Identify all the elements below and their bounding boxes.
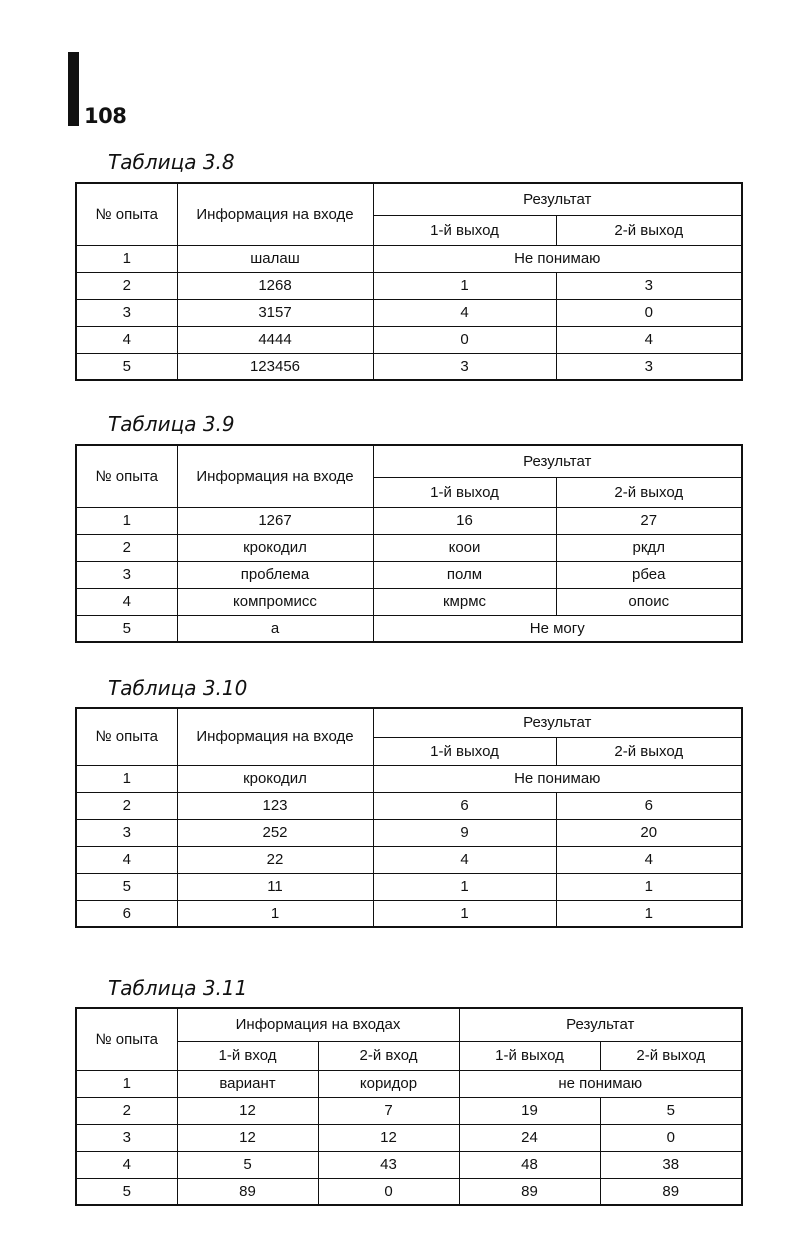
cell-input: 4444 bbox=[177, 326, 373, 353]
cell-input: 252 bbox=[177, 819, 373, 846]
header-output-2: 2-й выход bbox=[556, 737, 742, 765]
cell-output-1: 1 bbox=[373, 873, 556, 900]
cell-output-2: 3 bbox=[556, 353, 742, 380]
table-row bbox=[76, 615, 742, 642]
header-result: Результат bbox=[459, 1008, 742, 1041]
header-input-info: Информация на входе bbox=[177, 708, 373, 765]
cell-input-2: коридор bbox=[318, 1070, 459, 1097]
cell-output-2: 0 bbox=[556, 299, 742, 326]
cell-output-1: 24 bbox=[459, 1124, 600, 1151]
cell-number: 4 bbox=[76, 1151, 177, 1178]
table-row bbox=[76, 1178, 742, 1205]
cell-output-1: 4 bbox=[373, 846, 556, 873]
cell-input: 1268 bbox=[177, 272, 373, 299]
cell-input-2: 12 bbox=[318, 1124, 459, 1151]
cell-output-2: 6 bbox=[556, 792, 742, 819]
cell-number: 3 bbox=[76, 561, 177, 588]
cell-output-1: 1 bbox=[373, 272, 556, 299]
cell-output-1: кмрмс bbox=[373, 588, 556, 615]
table-row bbox=[76, 1097, 742, 1124]
cell-number: 1 bbox=[76, 765, 177, 792]
table-row bbox=[76, 353, 742, 380]
cell-output-2: ркдл bbox=[556, 534, 742, 561]
cell-output-1: полм bbox=[373, 561, 556, 588]
cell-number: 1 bbox=[76, 1070, 177, 1097]
cell-input-1: 12 bbox=[177, 1097, 318, 1124]
header-result: Результат bbox=[373, 708, 742, 737]
cell-input: компромисс bbox=[177, 588, 373, 615]
cell-number: 4 bbox=[76, 588, 177, 615]
header-output-1: 1-й выход bbox=[459, 1041, 600, 1070]
cell-merged-result: не понимаю bbox=[459, 1070, 742, 1097]
cell-output-1: 16 bbox=[373, 507, 556, 534]
cell-input: 11 bbox=[177, 873, 373, 900]
cell-output-2: 1 bbox=[556, 900, 742, 927]
cell-number: 5 bbox=[76, 615, 177, 642]
cell-number: 2 bbox=[76, 792, 177, 819]
header-input-1: 1-й вход bbox=[177, 1041, 318, 1070]
cell-output-1: 0 bbox=[373, 326, 556, 353]
cell-output-2: 5 bbox=[600, 1097, 742, 1124]
cell-output-2: 20 bbox=[556, 819, 742, 846]
cell-input-1: 89 bbox=[177, 1178, 318, 1205]
cell-number: 3 bbox=[76, 299, 177, 326]
table-row bbox=[76, 272, 742, 299]
table-row bbox=[76, 1151, 742, 1178]
cell-output-2: 4 bbox=[556, 326, 742, 353]
header-input-info: Информация на входе bbox=[177, 445, 373, 507]
cell-output-2: опоис bbox=[556, 588, 742, 615]
header-experiment-number: № опыта bbox=[76, 445, 177, 507]
cell-number: 2 bbox=[76, 534, 177, 561]
cell-input: а bbox=[177, 615, 373, 642]
cell-input: 123456 bbox=[177, 353, 373, 380]
table-row bbox=[76, 561, 742, 588]
cell-input-1: 12 bbox=[177, 1124, 318, 1151]
table-row bbox=[76, 765, 742, 792]
cell-input-2: 43 bbox=[318, 1151, 459, 1178]
header-experiment-number: № опыта bbox=[76, 708, 177, 765]
cell-number: 3 bbox=[76, 1124, 177, 1151]
cell-input: шалаш bbox=[177, 245, 373, 272]
header-output-2: 2-й выход bbox=[556, 477, 742, 507]
cell-input: крокодил bbox=[177, 534, 373, 561]
cell-number: 3 bbox=[76, 819, 177, 846]
table-row bbox=[76, 534, 742, 561]
table-row bbox=[76, 1070, 742, 1097]
cell-output-1: коои bbox=[373, 534, 556, 561]
table-caption: Таблица 3.10 bbox=[108, 676, 248, 700]
cell-input: 1267 bbox=[177, 507, 373, 534]
cell-input: 22 bbox=[177, 846, 373, 873]
cell-output-1: 3 bbox=[373, 353, 556, 380]
table-3-10 bbox=[75, 707, 743, 928]
cell-number: 1 bbox=[76, 245, 177, 272]
table-row bbox=[76, 507, 742, 534]
cell-output-1: 19 bbox=[459, 1097, 600, 1124]
cell-merged-result: Не могу bbox=[373, 615, 742, 642]
page-number: 108 bbox=[84, 104, 127, 128]
cell-input-2: 0 bbox=[318, 1178, 459, 1205]
table-caption: Таблица 3.11 bbox=[108, 976, 248, 1000]
cell-output-1: 48 bbox=[459, 1151, 600, 1178]
cell-number: 5 bbox=[76, 1178, 177, 1205]
table-row bbox=[76, 245, 742, 272]
cell-number: 5 bbox=[76, 353, 177, 380]
header-output-2: 2-й выход bbox=[600, 1041, 742, 1070]
header-input-2: 2-й вход bbox=[318, 1041, 459, 1070]
header-output-2: 2-й выход bbox=[556, 215, 742, 245]
cell-output-2: рбеа bbox=[556, 561, 742, 588]
cell-number: 4 bbox=[76, 846, 177, 873]
page-marker-bar bbox=[68, 52, 79, 126]
cell-input: 1 bbox=[177, 900, 373, 927]
table-3-9 bbox=[75, 444, 743, 643]
cell-input-1: 5 bbox=[177, 1151, 318, 1178]
cell-input: 3157 bbox=[177, 299, 373, 326]
cell-output-2: 3 bbox=[556, 272, 742, 299]
cell-output-2: 4 bbox=[556, 846, 742, 873]
cell-output-2: 38 bbox=[600, 1151, 742, 1178]
table-row bbox=[76, 588, 742, 615]
header-output-1: 1-й выход bbox=[373, 477, 556, 507]
table-row bbox=[76, 1124, 742, 1151]
cell-output-1: 1 bbox=[373, 900, 556, 927]
table-row bbox=[76, 326, 742, 353]
cell-output-1: 9 bbox=[373, 819, 556, 846]
cell-output-1: 89 bbox=[459, 1178, 600, 1205]
cell-output-2: 27 bbox=[556, 507, 742, 534]
cell-number: 6 bbox=[76, 900, 177, 927]
table-caption: Таблица 3.8 bbox=[108, 150, 235, 174]
table-row bbox=[76, 819, 742, 846]
cell-input-2: 7 bbox=[318, 1097, 459, 1124]
cell-number: 1 bbox=[76, 507, 177, 534]
header-experiment-number: № опыта bbox=[76, 1008, 177, 1070]
cell-output-2: 1 bbox=[556, 873, 742, 900]
cell-output-2: 89 bbox=[600, 1178, 742, 1205]
cell-merged-result: Не понимаю bbox=[373, 765, 742, 792]
header-output-1: 1-й выход bbox=[373, 215, 556, 245]
header-experiment-number: № опыта bbox=[76, 183, 177, 245]
cell-output-2: 0 bbox=[600, 1124, 742, 1151]
table-row bbox=[76, 792, 742, 819]
table-row bbox=[76, 299, 742, 326]
header-output-1: 1-й выход bbox=[373, 737, 556, 765]
header-result: Результат bbox=[373, 183, 742, 215]
table-row bbox=[76, 873, 742, 900]
table-3-11 bbox=[75, 1007, 743, 1206]
cell-number: 2 bbox=[76, 1097, 177, 1124]
table-caption: Таблица 3.9 bbox=[108, 412, 235, 436]
cell-number: 2 bbox=[76, 272, 177, 299]
cell-number: 5 bbox=[76, 873, 177, 900]
header-inputs-info: Информация на входах bbox=[177, 1008, 459, 1041]
table-row bbox=[76, 846, 742, 873]
cell-input: проблема bbox=[177, 561, 373, 588]
cell-input: крокодил bbox=[177, 765, 373, 792]
cell-number: 4 bbox=[76, 326, 177, 353]
cell-output-1: 6 bbox=[373, 792, 556, 819]
header-result: Результат bbox=[373, 445, 742, 477]
cell-output-1: 4 bbox=[373, 299, 556, 326]
cell-merged-result: Не понимаю bbox=[373, 245, 742, 272]
header-input-info: Информация на входе bbox=[177, 183, 373, 245]
table-row bbox=[76, 900, 742, 927]
cell-input: 123 bbox=[177, 792, 373, 819]
cell-input-1: вариант bbox=[177, 1070, 318, 1097]
table-3-8 bbox=[75, 182, 743, 381]
